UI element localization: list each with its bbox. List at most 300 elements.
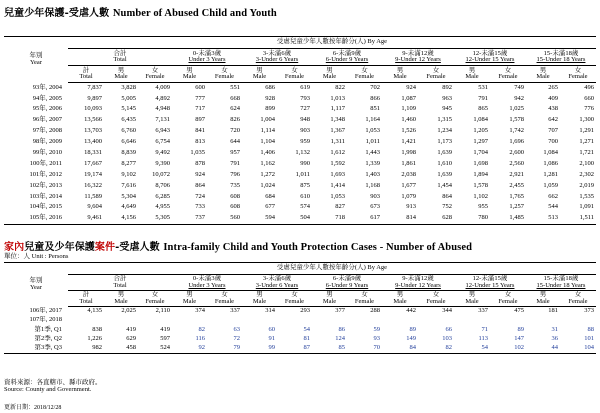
value-cell: 1,079 <box>401 192 416 200</box>
sub-female-en: Female <box>354 73 375 80</box>
age-header-0 <box>172 275 242 291</box>
value-cell: 7,837 <box>87 83 102 91</box>
value-cell: 71 <box>481 325 488 333</box>
value-cell: 31 <box>551 325 558 333</box>
value-cell: 113 <box>478 335 488 343</box>
age-header-2 <box>312 275 382 291</box>
year-cell: 第3季, Q3 <box>4 344 68 353</box>
value-cell: 1,526 <box>401 127 416 135</box>
value-cell <box>242 316 277 325</box>
age-header-zh: 6-未滿9歲 <box>332 49 362 57</box>
sub-female-en: Female <box>426 297 446 305</box>
value-cell: 4,135 <box>87 307 102 315</box>
value-cell: 1,091 <box>579 203 594 211</box>
value-cell: 735 <box>230 181 240 189</box>
value-cell: 624 <box>230 105 240 113</box>
sub-male-en: Male <box>322 297 337 305</box>
value-cell: 7,616 <box>121 181 136 189</box>
sub-female-en: Female <box>568 297 588 305</box>
value-cell: 81 <box>303 335 310 343</box>
value-cell: 629 <box>126 335 136 343</box>
value-cell: 82 <box>198 325 205 333</box>
value-cell: 662 <box>548 192 558 200</box>
sub-female-en: Female <box>568 73 588 80</box>
sub-female-zh: 女 <box>151 291 159 298</box>
age-header-zh: 0-未滿3歲 <box>192 49 222 57</box>
table2 <box>4 262 596 354</box>
table-row <box>4 316 596 325</box>
value-cell: 928 <box>265 94 275 102</box>
table2-body <box>4 307 596 354</box>
table2-year-header <box>4 263 68 307</box>
value-cell: 702 <box>370 83 380 91</box>
age-header-zh: 12-未滿15歲 <box>472 49 508 57</box>
sub-female-zh: 女 <box>504 66 512 74</box>
value-cell: 2,600 <box>509 149 524 157</box>
sub-female-zh: 女 <box>291 291 298 298</box>
value-cell: 8,839 <box>121 149 136 157</box>
value-cell: 1,271 <box>579 138 594 146</box>
value-cell: 814 <box>382 213 418 224</box>
value-cell: 776 <box>584 105 594 113</box>
value-cell: 608 <box>230 203 240 211</box>
value-cell: 574 <box>300 203 310 211</box>
value-cell: 668 <box>230 94 240 102</box>
sub-male-zh: 男 <box>117 291 125 298</box>
value-cell: 1,485 <box>490 213 526 224</box>
value-cell: 1,300 <box>579 116 594 124</box>
sub-male-zh: 男 <box>468 66 476 74</box>
value-cell: 6,435 <box>121 116 136 124</box>
value-cell: 2,921 <box>509 170 524 178</box>
value-cell: 4,955 <box>155 203 170 211</box>
sub-male-en: Male <box>465 73 479 80</box>
year-header-en: Year <box>30 58 42 66</box>
value-cell: 752 <box>442 203 452 211</box>
value-cell: 8,706 <box>155 181 170 189</box>
value-cell: 1,109 <box>401 105 416 113</box>
value-cell: 1,053 <box>330 192 345 200</box>
value-cell: 1,742 <box>509 127 524 135</box>
sub-male-en: Male <box>536 73 550 80</box>
value-cell: 1,578 <box>473 181 488 189</box>
sub-female-zh: 女 <box>432 291 440 298</box>
table-row <box>4 325 596 334</box>
age-header-en: 9-Under 12 Years <box>395 56 441 63</box>
total-header-en: Total <box>113 281 127 289</box>
value-cell: 1,443 <box>365 149 380 157</box>
value-cell: 314 <box>265 307 275 315</box>
sub-male-en: Male <box>252 297 267 305</box>
year-cell: 106年, 2017 <box>29 306 62 314</box>
value-cell: 957 <box>230 149 240 157</box>
age-header-3 <box>382 275 454 291</box>
sub-female-zh: 女 <box>361 291 368 298</box>
value-cell: 149 <box>406 335 416 343</box>
value-cell: 826 <box>230 116 240 124</box>
value-cell: 793 <box>300 94 310 102</box>
value-cell: 16,322 <box>84 181 102 189</box>
value-cell: 1,698 <box>473 159 488 167</box>
table-row <box>4 191 596 202</box>
value-cell: 892 <box>442 83 452 91</box>
sub-male-en: Male <box>465 297 479 305</box>
value-cell <box>382 316 418 325</box>
value-cell: 677 <box>265 203 275 211</box>
age-header-3 <box>382 49 454 66</box>
value-cell: 91 <box>268 335 275 343</box>
value-cell: 955 <box>478 203 488 211</box>
value-cell <box>347 316 382 325</box>
updated-date: 更新日期：2018/12/28 <box>4 405 62 411</box>
value-cell: 9,492 <box>155 149 170 157</box>
value-cell: 54 <box>454 344 490 353</box>
age-header-en: 6-Under 9 Years <box>325 56 369 63</box>
table1-body <box>4 83 596 225</box>
value-cell: 2,100 <box>579 159 594 167</box>
value-cell: 1,084 <box>543 149 558 157</box>
value-cell: 87 <box>277 344 312 353</box>
value-cell: 780 <box>454 213 490 224</box>
value-cell: 733 <box>195 203 205 211</box>
value-cell: 1,403 <box>365 170 380 178</box>
value-cell: 374 <box>195 307 205 315</box>
age-header-zh: 0-未滿3歲 <box>192 275 222 282</box>
table1-total-header <box>68 49 172 66</box>
value-cell: 9,604 <box>87 203 102 211</box>
age-header-0 <box>172 49 242 66</box>
sub-female-zh: 女 <box>221 291 228 298</box>
year-cell: 95年, 2006 <box>32 105 62 113</box>
sub-female-en: Female <box>498 297 518 305</box>
value-cell: 103 <box>442 335 452 343</box>
sub-male-zh: 男 <box>117 66 125 74</box>
value-cell: 875 <box>300 181 310 189</box>
table1-title <box>4 4 277 19</box>
value-cell: 1,004 <box>260 116 275 124</box>
sub-male-en: Male <box>114 73 128 80</box>
value-cell: 1,257 <box>509 203 524 211</box>
value-cell <box>490 316 526 325</box>
value-cell: 560 <box>207 213 242 224</box>
value-cell: 903 <box>300 127 310 135</box>
value-cell: 903 <box>370 192 380 200</box>
year-cell: 97年, 2008 <box>32 127 62 135</box>
age-header-zh: 15-未滿18歲 <box>543 49 579 57</box>
value-cell: 4,649 <box>121 203 136 211</box>
value-cell: 1,612 <box>330 149 345 157</box>
value-cell: 628 <box>418 213 454 224</box>
value-cell: 102 <box>490 344 526 353</box>
value-cell: 1,348 <box>330 116 345 124</box>
age-header-zh: 6-未滿9歲 <box>332 275 362 282</box>
value-cell: 899 <box>265 105 275 113</box>
value-cell: 1,205 <box>473 127 488 135</box>
total-header-en: Total <box>113 56 127 63</box>
value-cell: 1,104 <box>260 138 275 146</box>
sub-total-zh: 計 <box>82 66 90 74</box>
value-cell: 531 <box>478 83 488 91</box>
value-cell: 63 <box>233 325 240 333</box>
value-cell: 85 <box>312 344 347 353</box>
value-cell: 737 <box>172 213 207 224</box>
value-cell: 6,754 <box>155 138 170 146</box>
value-cell: 288 <box>370 307 380 315</box>
value-cell: 841 <box>195 127 205 135</box>
value-cell: 70 <box>347 344 382 353</box>
value-cell: 1,164 <box>365 116 380 124</box>
value-cell: 86 <box>338 325 345 333</box>
value-cell: 1,084 <box>473 116 488 124</box>
value-cell: 982 <box>68 344 104 353</box>
value-cell: 1,114 <box>260 127 275 135</box>
value-cell: 513 <box>526 213 560 224</box>
table-row <box>4 344 596 353</box>
year-cell: 107年, 2018 <box>29 316 62 324</box>
value-cell: 181 <box>548 307 558 315</box>
age-header-en: 15-Under 18 Years <box>536 281 586 289</box>
value-cell: 749 <box>514 83 524 91</box>
value-cell: 796 <box>230 170 240 178</box>
year-cell: 105年, 2016 <box>4 213 68 224</box>
value-cell: 6,760 <box>121 127 136 135</box>
value-cell: 79 <box>207 344 242 353</box>
age-header-en: 3-Under 6 Years <box>255 281 299 289</box>
value-cell: 1,610 <box>437 159 452 167</box>
age-header-en: 12-Under 15 Years <box>465 281 515 289</box>
value-cell: 608 <box>230 192 240 200</box>
value-cell: 948 <box>300 116 310 124</box>
table-row <box>4 148 596 159</box>
value-cell: 1,861 <box>401 159 416 167</box>
value-cell: 147 <box>514 335 524 343</box>
value-cell <box>312 316 347 325</box>
value-cell: 600 <box>195 83 205 91</box>
table2-title-red: 案件 <box>94 242 116 253</box>
sub-female-zh: 女 <box>504 291 512 298</box>
value-cell: 337 <box>478 307 488 315</box>
value-cell: 1,454 <box>437 181 452 189</box>
value-cell <box>454 316 490 325</box>
sub-male-zh: 男 <box>256 66 263 74</box>
value-cell: 17,667 <box>84 159 102 167</box>
value-cell: 54 <box>303 325 310 333</box>
value-cell: 1,162 <box>260 159 275 167</box>
value-cell: 777 <box>195 94 205 102</box>
value-cell <box>526 316 560 325</box>
age-header-zh: 12-未滿15歲 <box>472 275 508 282</box>
value-cell: 1,704 <box>473 149 488 157</box>
value-cell: 1,117 <box>330 105 345 113</box>
value-cell: 6,646 <box>121 138 136 146</box>
value-cell: 813 <box>195 138 205 146</box>
age-header-1 <box>242 275 312 291</box>
value-cell: 1,639 <box>437 149 452 157</box>
value-cell: 88 <box>587 325 594 333</box>
value-cell: 945 <box>442 105 452 113</box>
value-cell: 9,461 <box>68 213 104 224</box>
value-cell: 101 <box>584 335 594 343</box>
value-cell: 942 <box>514 94 524 102</box>
value-cell: 864 <box>442 192 452 200</box>
value-cell: 1,998 <box>401 149 416 157</box>
value-cell: 89 <box>409 325 416 333</box>
value-cell <box>560 316 596 325</box>
value-cell: 2,025 <box>121 307 136 315</box>
value-cell: 1,311 <box>330 138 345 146</box>
value-cell: 673 <box>370 203 380 211</box>
year-cell: 101年, 2012 <box>29 170 62 178</box>
sub-male-zh: 男 <box>396 66 404 74</box>
value-cell: 1,406 <box>260 149 275 157</box>
value-cell: 551 <box>230 83 240 91</box>
year-header-zh: 年別 <box>29 277 43 285</box>
value-cell: 419 <box>160 325 170 333</box>
age-header-4 <box>454 275 526 291</box>
value-cell: 1,578 <box>509 116 524 124</box>
value-cell: 897 <box>195 116 205 124</box>
age-header-en: Under 3 Years <box>188 56 226 63</box>
value-cell: 1,693 <box>330 170 345 178</box>
sub-male-en: Male <box>114 297 128 305</box>
value-cell: 1,414 <box>330 181 345 189</box>
value-cell: 1,592 <box>330 159 345 167</box>
age-header-en: Under 3 Years <box>188 281 226 289</box>
value-cell: 1,677 <box>401 181 416 189</box>
value-cell: 1,421 <box>401 138 416 146</box>
year-cell: 100年, 2011 <box>29 159 62 167</box>
table-row <box>4 104 596 115</box>
table2-title-pre: 家內 <box>4 242 25 253</box>
total-header-zh: 合計 <box>113 275 127 282</box>
table-row <box>4 159 596 170</box>
value-cell: 9,390 <box>155 159 170 167</box>
value-cell: 644 <box>230 138 240 146</box>
source-zh: 資料來源：各直轄市、縣市政府。 <box>4 379 102 386</box>
value-cell: 851 <box>370 105 380 113</box>
value-cell: 36 <box>551 335 558 343</box>
value-cell: 59 <box>373 325 380 333</box>
value-cell: 1,721 <box>579 149 594 157</box>
value-cell: 1,011 <box>365 138 380 146</box>
value-cell: 1,291 <box>579 127 594 135</box>
value-cell: 1,639 <box>437 170 452 178</box>
value-cell: 5,145 <box>121 105 136 113</box>
sub-total-zh: 計 <box>82 291 90 298</box>
value-cell: 1,059 <box>543 181 558 189</box>
table-row <box>4 335 596 344</box>
value-cell: 504 <box>277 213 312 224</box>
sub-male-zh: 男 <box>396 291 404 298</box>
value-cell: 344 <box>442 307 452 315</box>
value-cell: 1,086 <box>543 159 558 167</box>
source-en: Source: County and Government. <box>4 386 92 393</box>
sub-female-en: Female <box>214 73 235 80</box>
table-row <box>4 93 596 104</box>
value-cell: 544 <box>548 203 558 211</box>
sub-female-zh: 女 <box>151 66 159 74</box>
value-cell: 724 <box>195 192 205 200</box>
value-cell: 7,131 <box>155 116 170 124</box>
value-cell: 1,035 <box>190 149 205 157</box>
age-header-zh: 9-未滿12歲 <box>402 49 434 57</box>
value-cell: 959 <box>300 138 310 146</box>
value-cell: 924 <box>406 83 416 91</box>
value-cell: 19,174 <box>84 170 102 178</box>
sub-male-en: Male <box>252 73 267 80</box>
sub-male-zh: 男 <box>186 66 193 74</box>
table2-sub-header <box>4 291 596 307</box>
sub-male-en: Male <box>182 73 197 80</box>
value-cell: 686 <box>265 83 275 91</box>
table2-title-post: -受虐人數 <box>115 242 160 253</box>
value-cell: 438 <box>548 105 558 113</box>
year-header-zh: 年別 <box>29 52 43 60</box>
value-cell: 293 <box>300 307 310 315</box>
sub-female-en: Female <box>426 73 446 80</box>
year-cell: 第1季, Q1 <box>34 325 62 333</box>
value-cell: 865 <box>478 105 488 113</box>
value-cell: 442 <box>406 307 416 315</box>
value-cell: 1,696 <box>509 138 524 146</box>
table-row <box>4 115 596 126</box>
value-cell <box>418 316 454 325</box>
age-header-5 <box>526 49 596 66</box>
value-cell: 791 <box>230 159 240 167</box>
sub-male-zh: 男 <box>468 291 476 298</box>
value-cell: 11,589 <box>84 192 102 200</box>
value-cell: 2,560 <box>509 159 524 167</box>
age-header-en: 3-Under 6 Years <box>255 56 299 63</box>
value-cell: 99 <box>242 344 277 353</box>
value-cell <box>277 316 312 325</box>
value-cell: 1,460 <box>401 116 416 124</box>
sub-male-zh: 男 <box>186 291 193 298</box>
value-cell: 619 <box>300 83 310 91</box>
value-cell: 963 <box>442 94 452 102</box>
value-cell: 409 <box>548 94 558 102</box>
value-cell: 4,892 <box>155 94 170 102</box>
sub-female-zh: 女 <box>574 66 582 74</box>
year-cell: 103年, 2014 <box>29 192 62 200</box>
year-cell: 102年, 2013 <box>29 181 62 189</box>
value-cell: 5,304 <box>121 192 136 200</box>
age-header-1 <box>242 49 312 66</box>
value-cell: 1,168 <box>365 181 380 189</box>
value-cell: 660 <box>584 94 594 102</box>
value-cell: 89 <box>517 325 524 333</box>
year-header-en: Year <box>30 283 42 291</box>
sub-female-zh: 女 <box>361 66 368 74</box>
age-header-zh: 3-未滿6歲 <box>262 49 292 57</box>
table1-age-group-header: 受虐兒童少年人數按年齡分(人) By Age <box>68 37 596 49</box>
value-cell: 1,297 <box>473 138 488 146</box>
value-cell: 18,331 <box>84 149 102 157</box>
sub-male-zh: 男 <box>326 66 333 74</box>
sub-male-zh: 男 <box>326 291 333 298</box>
value-cell: 617 <box>347 213 382 224</box>
value-cell: 1,511 <box>560 213 596 224</box>
sub-female-en: Female <box>498 73 518 80</box>
sub-male-zh: 男 <box>256 291 263 298</box>
sub-male-zh: 男 <box>539 66 547 74</box>
table1-sub-header <box>4 66 596 83</box>
value-cell: 1,894 <box>473 170 488 178</box>
value-cell: 610 <box>300 192 310 200</box>
sub-female-en: Female <box>145 297 165 305</box>
value-cell: 2,110 <box>155 307 170 315</box>
age-header-en: 15-Under 18 Years <box>536 56 586 63</box>
